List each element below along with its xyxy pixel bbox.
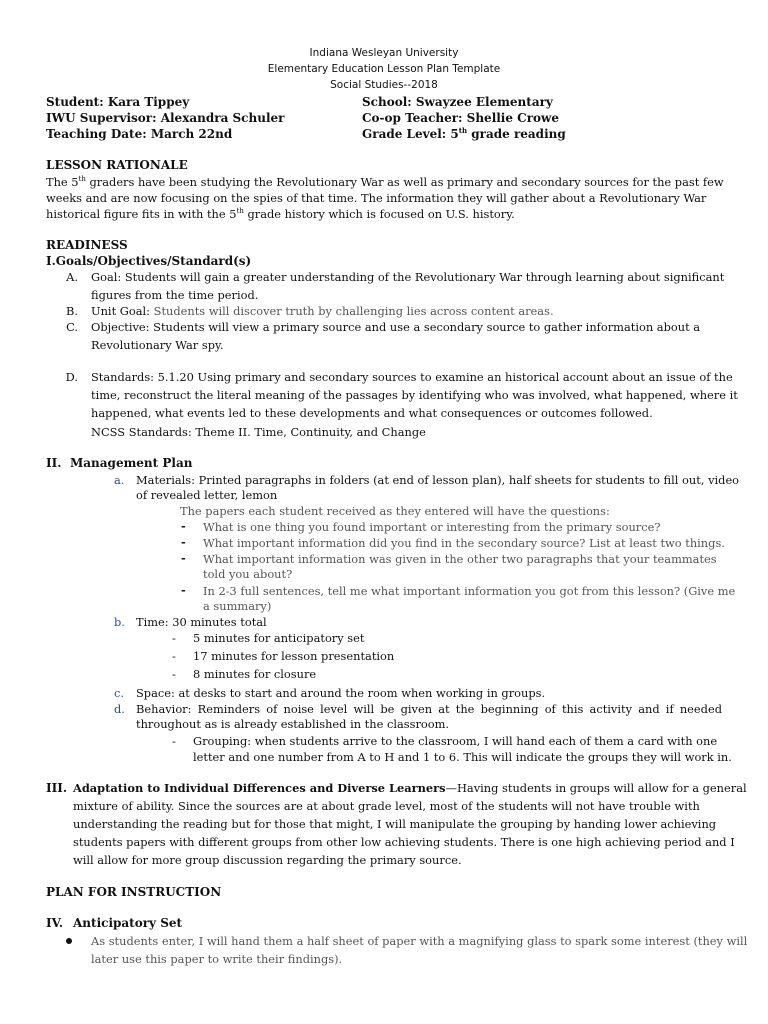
objective-line-2: Revolutionary War spy. [91, 338, 224, 352]
rationale-line-3: historical figure fits in with the 5th grade history which is focused on U.S. history. [46, 207, 515, 221]
time-dash: - [172, 667, 176, 681]
coop-teacher: Co-op Teacher: Shellie Crowe [362, 111, 560, 125]
lesson-rationale-heading: LESSON RATIONALE [46, 158, 188, 172]
anticipatory-set-heading: Anticipatory Set [73, 916, 183, 930]
behavior-line-2: throughout as is already established in the classroom. [136, 717, 450, 731]
question-4-line-2: a summary) [203, 599, 272, 613]
anticipatory-set-number: IV. [46, 916, 64, 930]
bullet-icon [66, 938, 72, 944]
question-dash: - [181, 519, 186, 533]
time-closure: 8 minutes for closure [193, 667, 317, 681]
ncss-standards: NCSS Standards: Theme II. Time, Continuity, and Change [91, 425, 426, 439]
time-dash: - [172, 631, 176, 645]
behavior-line-1: Behavior: Reminders of noise level will be given at the beginning of this activity and if needed [136, 702, 722, 716]
unit-goal: Unit Goal: Students will discover truth by challenging lies across content areas. [91, 304, 554, 318]
question-dash: - [181, 551, 186, 565]
goal-a-line-1: Goal: Students will gain a greater understanding of the Revolutionary War through learning about significant [91, 270, 725, 284]
adaptation-line-5: will allow for more group discussion regarding the primary source. [73, 853, 462, 867]
goal-a-label: A. [66, 270, 78, 284]
standards-line-3: happened, what events led to these developments and what consequences or outcomes followed. [91, 406, 653, 420]
template-title: Elementary Education Lesson Plan Template [267, 63, 501, 75]
time-presentation: 17 minutes for lesson presentation [193, 649, 395, 663]
question-1: What is one thing you found important or interesting from the primary source? [203, 520, 661, 534]
school-name: School: Swayzee Elementary [362, 95, 553, 109]
management-plan-heading: Management Plan [70, 456, 193, 470]
readiness-heading: READINESS [46, 238, 128, 252]
grade-level: Grade Level: 5th grade reading [362, 126, 566, 141]
rationale-line-1: The 5th graders have been studying the Revolutionary War as well as primary and secondary sources for the past few [46, 175, 724, 189]
time-total: Time: 30 minutes total [136, 615, 267, 629]
materials-line-2: of revealed letter, lemon [136, 488, 278, 502]
objective-line-1: Objective: Students will view a primary source and use a secondary source to gather information about a [91, 320, 701, 334]
standards-line-2: time, reconstruct the literal meaning of the passages by identifying who was involved, what happened, where it [91, 388, 738, 402]
grouping-dash: - [172, 734, 176, 748]
question-2: What important information did you find in the secondary source? List at least two things. [203, 536, 725, 550]
adaptation-number: III. [46, 781, 68, 795]
papers-intro: The papers each student received as they entered will have the questions: [180, 504, 610, 518]
goals-heading: I.Goals/Objectives/Standard(s) [46, 254, 252, 268]
time-anticipatory: 5 minutes for anticipatory set [193, 631, 365, 645]
management-b-label: b. [114, 615, 125, 629]
goal-d-label: D. [65, 370, 78, 384]
anticipatory-line-2: later use this paper to write their findings). [91, 952, 343, 966]
management-a-label: a. [114, 473, 125, 487]
goal-b-label: B. [66, 304, 78, 318]
student-name: Student: Kara Tippey [46, 95, 190, 109]
question-3-line-1: What important information was given in the other two paragraphs that your teammates [203, 552, 717, 566]
university-name: Indiana Wesleyan University [309, 47, 459, 59]
question-dash: - [181, 535, 186, 549]
time-dash: - [172, 649, 176, 663]
adaptation-line-3: understanding the reading but for those that might, I will manipulate the grouping by handing lower achieving [73, 817, 717, 831]
goal-a-line-2: figures from the time period. [91, 288, 259, 302]
adaptation-line-2: mixture of ability. Since the sources are at about grade level, most of the students will not have trouble with [73, 799, 700, 813]
teaching-date: Teaching Date: March 22nd [46, 127, 233, 141]
management-d-label: d. [114, 702, 125, 716]
subject-year: Social Studies--2018 [330, 79, 438, 91]
adaptation-line-1: Adaptation to Individual Differences and Diverse Learners—Having students in groups will allow for a general [73, 781, 747, 795]
materials-line-1: Materials: Printed paragraphs in folders (at end of lesson plan), half sheets for students to fill out, video [136, 473, 740, 487]
plan-for-instruction-heading: PLAN FOR INSTRUCTION [46, 885, 222, 899]
adaptation-line-4: students papers with different groups from other low achieving students. There is one high achieving period and I [73, 835, 735, 849]
standards-line-1: Standards: 5.1.20 Using primary and secondary sources to examine an historical account about an issue of the [91, 370, 733, 384]
management-plan-number: II. [46, 456, 62, 470]
question-dash: - [181, 583, 186, 597]
grouping-line-2: letter and one number from A to H and 1 to 6. This will indicate the groups they will work in. [193, 750, 732, 764]
question-3-line-2: told you about? [203, 567, 293, 581]
goal-c-label: C. [66, 320, 78, 334]
question-4-line-1: In 2-3 full sentences, tell me what important information you got from this lesson? (Give me [203, 584, 736, 598]
grouping-line-1: Grouping: when students arrive to the classroom, I will hand each of them a card with one [193, 734, 718, 748]
anticipatory-line-1: As students enter, I will hand them a half sheet of paper with a magnifying glass to spark some interest (they will [91, 934, 748, 948]
rationale-line-2: weeks and are now focusing on the spies of that time. The information they will gather about a Revolutionary War [46, 191, 707, 205]
space: Space: at desks to start and around the room when working in groups. [136, 686, 546, 700]
management-c-label: c. [114, 686, 125, 700]
supervisor-name: IWU Supervisor: Alexandra Schuler [46, 111, 285, 125]
